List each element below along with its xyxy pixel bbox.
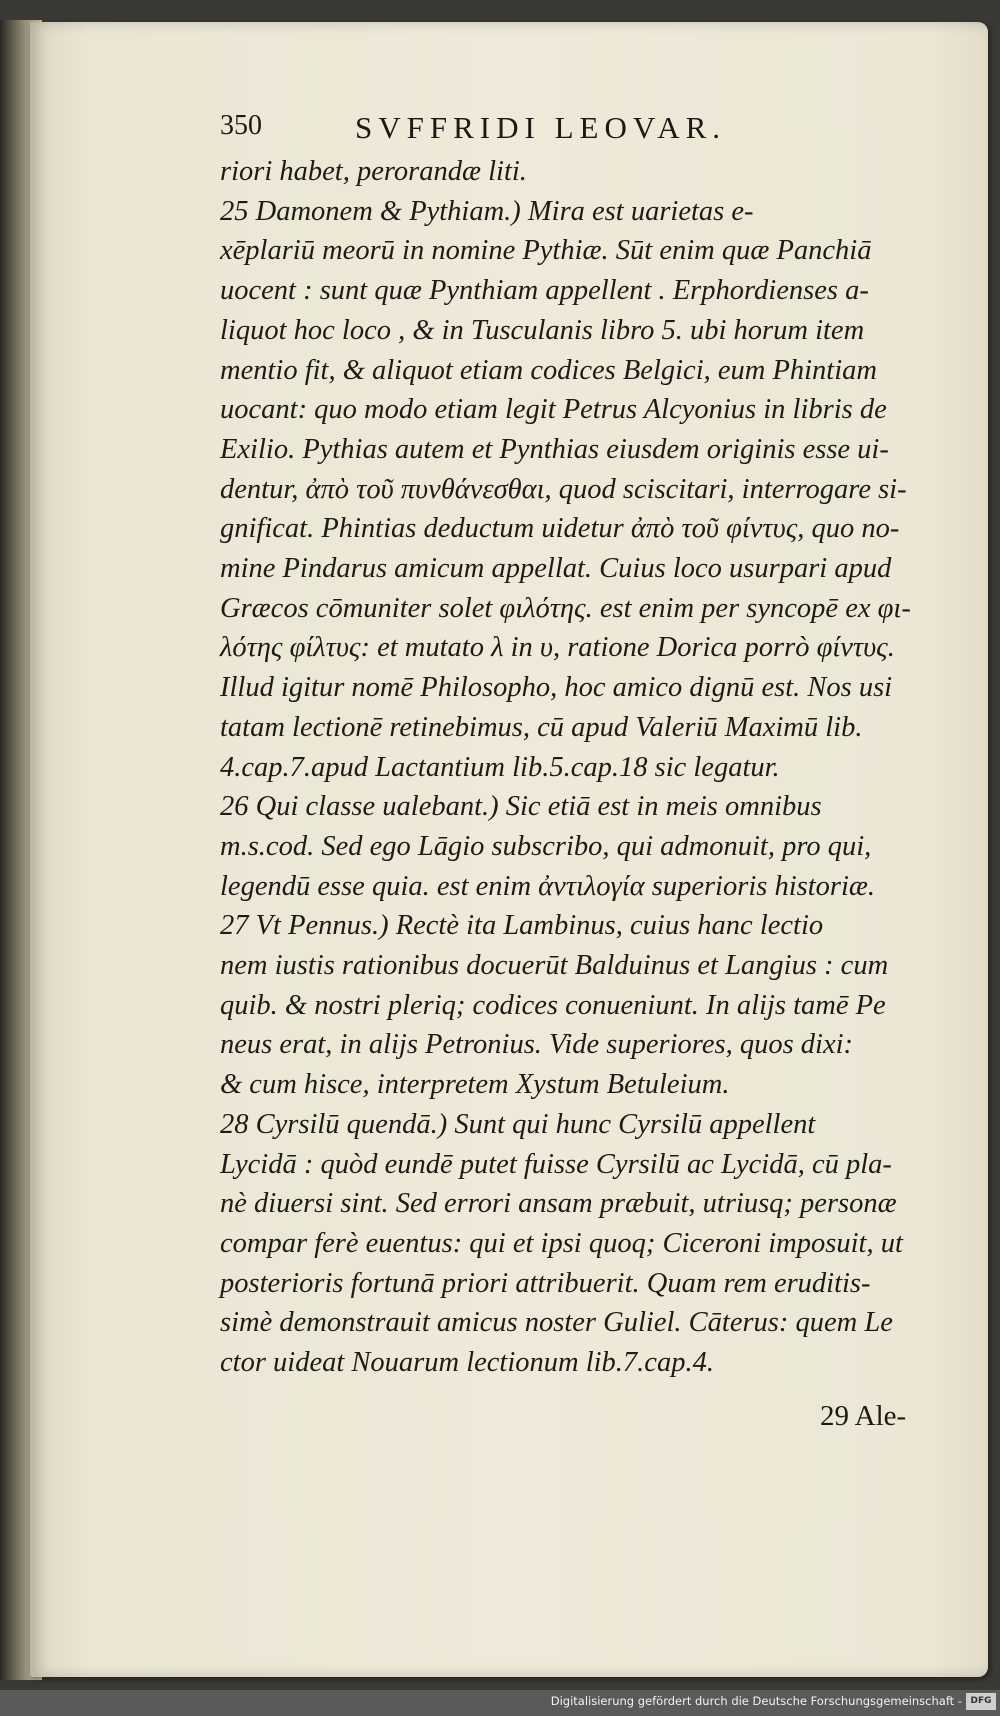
- running-title: SVFFRIDI LEOVAR.: [355, 110, 727, 145]
- text-line: gnificat. Phintias deductum uidetur ἀπὸ τοῦ φίντυς, quo no-: [220, 513, 900, 545]
- text-line: mine Pindarus amicum appellat. Cuius loco usurpari apud: [220, 553, 892, 585]
- text-line: riori habet, perorandæ liti.: [220, 156, 527, 187]
- text-line: simè demonstrauit amicus noster Guliel. Cāterus: quem Le: [220, 1307, 893, 1339]
- text-line: compar ferè euentus: qui et ipsi quoq; Ciceroni imposuit, ut: [220, 1227, 903, 1259]
- text-line: 27 Vt Pennus.) Rectè ita Lambinus, cuius hanc lectio: [220, 910, 824, 942]
- text-line: nem iustis rationibus docuerūt Balduinus et Langius : cum: [220, 950, 889, 982]
- text-line: Exilio. Pythias autem et Pynthias eiusdem originis esse ui-: [220, 433, 889, 465]
- text-line: uocant: quo modo etiam legit Petrus Alcyonius in libris de: [220, 394, 887, 426]
- catchword: 29 Ale-: [820, 1400, 907, 1432]
- text-line: Illud igitur nomē Philosopho, hoc amico dignū est. Nos usi: [220, 672, 893, 704]
- text-line: liquot hoc loco , & in Tusculanis libro 5. ubi horum item: [220, 314, 865, 346]
- commentary-text: [220, 152, 950, 1383]
- text-line: 26 Qui classe ualebant.) Sic etiā est in meis omnibus: [220, 791, 822, 823]
- text-line: Græcos cōmuniter solet φιλότης. est enim per syncopē ex φι-: [220, 592, 911, 624]
- footer-credit: Digitalisierung gefördert durch die Deutsche Forschungsgemeinschaft -: [550, 1694, 962, 1708]
- text-line: xēplariū meorū in nomine Pythiæ. Sūt enim quæ Panchiā: [220, 235, 872, 267]
- text-line: nè diuersi sint. Sed errori ansam præbuit, utriusq; personæ: [220, 1188, 897, 1220]
- text-line: uocent : sunt quæ Pynthiam appellent . Erphordienses a-: [220, 275, 869, 307]
- text-line: 28 Cyrsilū quendā.) Sunt qui hunc Cyrsilū appellent: [220, 1108, 816, 1140]
- page-number: 350: [220, 110, 262, 141]
- text-line: mentio fit, & aliquot etiam codices Belgici, eum Phintiam: [220, 354, 877, 386]
- text-line: & cum hisce, interpretem Xystum Betuleium.: [220, 1069, 730, 1101]
- text-line: 25 Damonem & Pythiam.) Mira est uarietas e-: [220, 195, 754, 227]
- text-line: 4.cap.7.apud Lactantium lib.5.cap.18 sic legatur.: [220, 751, 780, 783]
- text-line: posterioris fortunā priori attribuerit. Quam rem eruditis-: [220, 1267, 871, 1299]
- text-line: legendū esse quia. est enim ἀντιλογία superioris historiæ.: [220, 870, 876, 902]
- page-header: [220, 110, 840, 152]
- text-line: dentur, ἀπὸ τοῦ πυνθάνεσθαι, quod sciscitari, interrogare si-: [220, 473, 907, 505]
- text-line: tatam lectionē retinebimus, cū apud Valeriū Maximū lib.: [220, 711, 863, 743]
- text-line: quib. & nostri pleriq; codices conueniunt. In alijs tamē Pe: [220, 989, 886, 1021]
- footer-bar: [0, 1690, 1000, 1716]
- text-line: m.s.cod. Sed ego Lāgio subscribo, qui admonuit, pro qui,: [220, 830, 872, 862]
- text-line: Lycidā : quòd eundē putet fuisse Cyrsilū ac Lycidā, cū pla-: [220, 1148, 892, 1180]
- text-line: λότης φίλτυς: et mutato λ in υ, ratione Dorica porrò φίντυς.: [220, 632, 895, 664]
- dfg-logo-icon: DFG: [966, 1693, 996, 1710]
- text-line: ctor uideat Nouarum lectionum lib.7.cap.4.: [220, 1347, 714, 1379]
- text-line: neus erat, in alijs Petronius. Vide superiores, quos dixi:: [220, 1029, 854, 1061]
